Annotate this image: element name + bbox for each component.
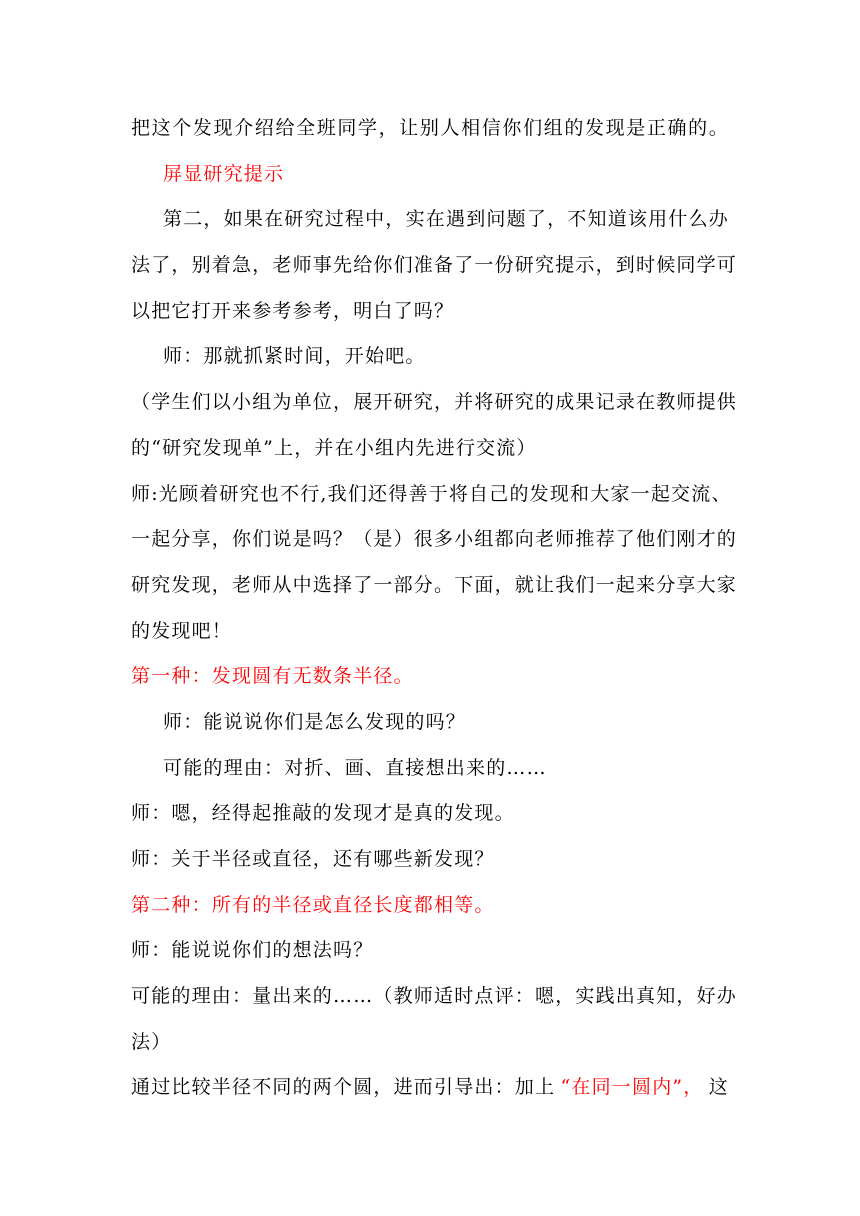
teacher-line: 师:光顾着研究也不行,我们还得善于将自己的发现和大家一起交流、 [131,482,732,505]
paragraph-line: 第二，如果在研究过程中，实在遇到问题了，不知道该用什么办 [163,208,729,231]
paragraph-line: 把这个发现介绍给全班同学，让别人相信你们组的发现是正确的。 [131,117,729,139]
teacher-line: 师：嗯，经得起推敲的发现才是真的发现。 [131,802,515,825]
paragraph-line: 可能的理由：量出来的……（教师适时点评：嗯，实践出真知，好办 [131,985,738,1008]
paragraph-line: 法了，别着急，老师事先给你们准备了一份研究提示，到时候同学可 [131,254,738,277]
highlight-text: “在同一圆内”， [560,1076,704,1099]
document-body [131,106,738,1111]
line-text: 通过比较半径不同的两个圆，进而引导出：加上 [131,1076,556,1099]
paragraph-line: 法） [131,1030,172,1053]
teacher-line: 师：那就抓紧时间，开始吧。 [163,345,426,368]
paragraph-line: 可能的理由：对折、画、直接想出来的…… [163,756,547,779]
paragraph-line: 以把它打开来参考参考，明白了吗？ [131,299,455,322]
paragraph-line: 研究发现，老师从中选择了一部分。下面，就让我们一起来分享大家 [131,573,738,596]
paragraph-line: 的发现吧！ [131,619,233,642]
paragraph-line: （学生们以小组为单位，展开研究，并将研究的成果记录在教师提供 [131,391,738,414]
screen-display-heading: 屏显研究提示 [163,162,285,185]
discovery-heading-2: 第二种：所有的半径或直径长度都相等。 [131,893,495,916]
teacher-line: 师：能说说你们的想法吗？ [131,939,374,962]
paragraph-line: 一起分享，你们说是吗？（是）很多小组都向老师推荐了他们刚才的 [131,528,738,551]
teacher-line: 师：关于半径或直径，还有哪些新发现？ [131,848,495,870]
paragraph-line [131,1065,729,1111]
discovery-heading-1: 第一种：发现圆有无数条半径。 [131,665,414,688]
teacher-line: 师：能说说你们是怎么发现的吗？ [163,710,467,733]
paragraph-line: 的“研究发现单”上，并在小组内先进行交流） [131,436,537,459]
line-text: 这 [708,1076,729,1099]
